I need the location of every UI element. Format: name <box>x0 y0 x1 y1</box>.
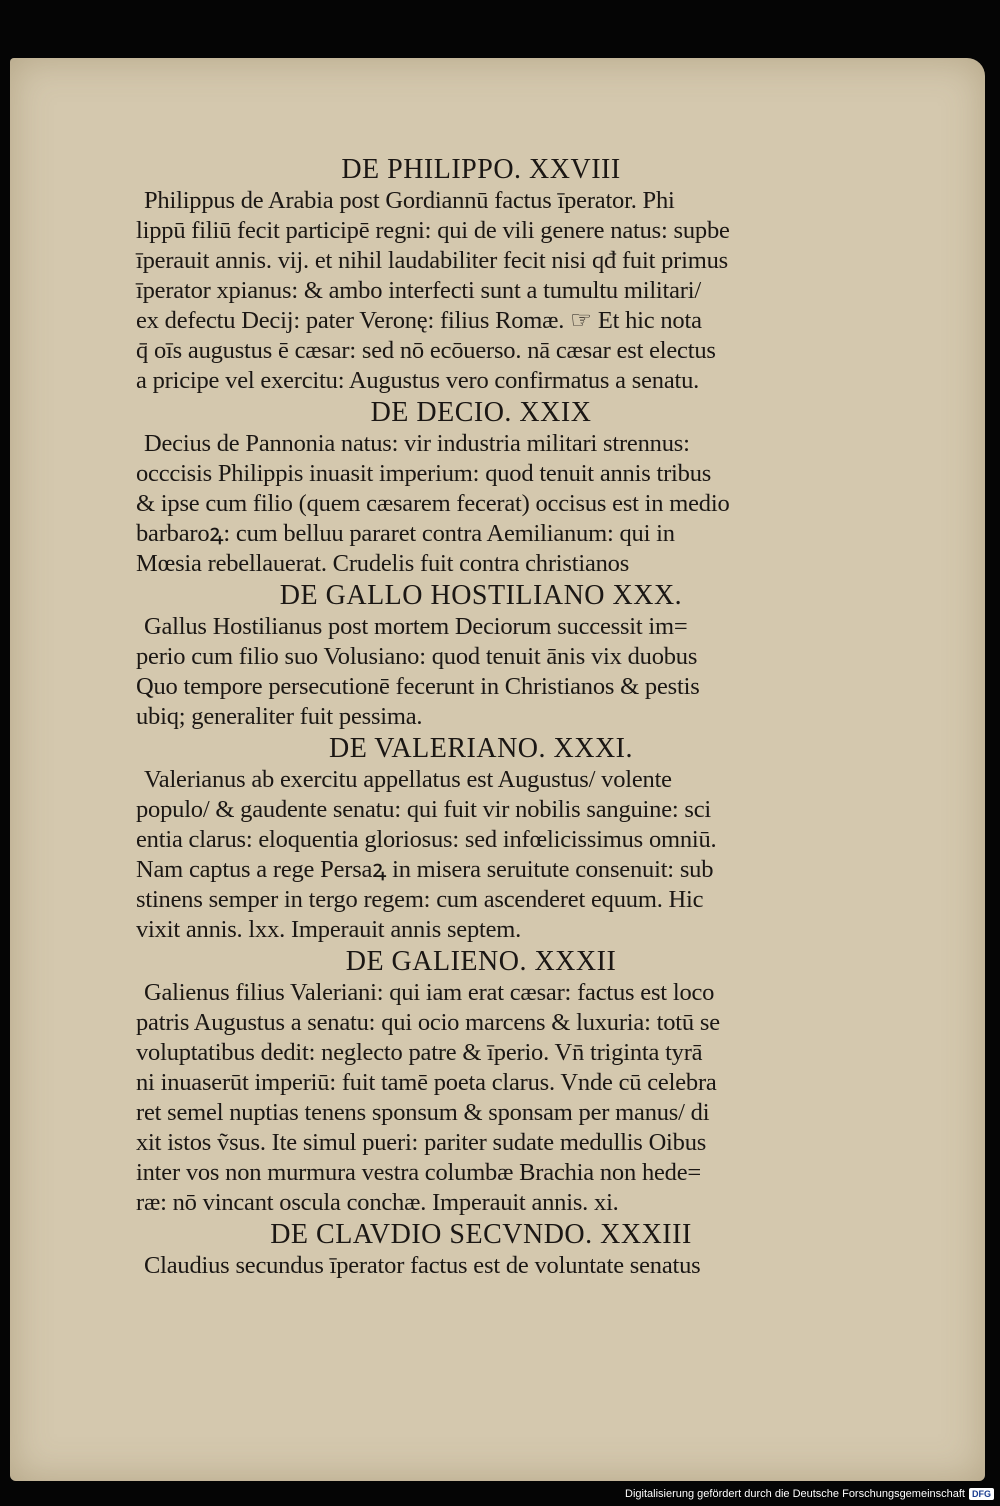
text-line: Valerianus ab exercitu appellatus est Augustus/ volente <box>144 766 672 793</box>
text-line: barbaroꝝ: cum belluu pararet contra Aemilianum: qui in <box>136 520 675 547</box>
text-line: stinens semper in tergo regem: cum ascenderet equum. Hic <box>136 886 704 913</box>
section-heading: DE GALLO HOSTILIANO XXX. <box>279 580 683 611</box>
text-line: entia clarus: eloquentia gloriosus: sed infœlicissimus omniū. <box>136 826 717 853</box>
text-line: q̄ oīs augustus ē cæsar: sed nō ecōuerso. nā cæsar est electus <box>136 337 716 364</box>
text-line: perio cum filio suo Volusiano: quod tenuit ānis vix duobus <box>136 643 698 670</box>
text-line: ubiq; generaliter fuit pessima. <box>136 703 423 730</box>
text-line: Galienus filius Valeriani: qui iam erat cæsar: factus est loco <box>144 979 715 1006</box>
text-line: lippū filiū fecit participē regni: qui de vili genere natus: supbe <box>136 217 730 244</box>
text-line: occcisis Philippis inuasit imperium: quod tenuit annis tribus <box>136 460 712 487</box>
footer <box>625 1484 994 1504</box>
text-line: vixit annis. lxx. Imperauit annis septem. <box>136 916 522 943</box>
dfg-logo: DFG <box>969 1488 994 1500</box>
text-line: ret semel nuptias tenens sponsum & sponsam per manus/ di <box>136 1099 710 1126</box>
section-heading: DE GALIENO. XXXII <box>345 946 617 977</box>
text-line: voluptatibus dedit: neglecto patre & īperio. Vn̄ triginta tyrā <box>136 1039 703 1066</box>
text-line: Gallus Hostilianus post mortem Deciorum successit im= <box>144 613 688 640</box>
section-heading: DE VALERIANO. XXXI. <box>328 733 633 764</box>
text-line: populo/ & gaudente senatu: qui fuit vir nobilis sanguine: sci <box>136 796 712 823</box>
text-line: xit istos ṽsus. Ite simul pueri: pariter sudate medullis Oibus <box>136 1129 707 1156</box>
section-heading: DE PHILIPPO. XXVIII <box>341 154 621 185</box>
text-line: Philippus de Arabia post Gordiannū factus īperator. Phi <box>144 187 675 214</box>
text-line: Mœsia rebellauerat. Crudelis fuit contra christianos <box>136 550 630 577</box>
footer-credit: Digitalisierung gefördert durch die Deutsche Forschungsgemeinschaft <box>625 1488 965 1500</box>
text-line: ex defectu Decij: pater Veronę: filius Romæ. ☞ Et hic nota <box>136 307 702 334</box>
section-heading: DE DECIO. XXIX <box>370 397 592 428</box>
book-page <box>10 58 985 1481</box>
text-line: Quo tempore persecutionē fecerunt in Christianos & pestis <box>136 673 700 700</box>
text-line: īperauit annis. vij. et nihil laudabiliter fecit nisi qđ fuit primus <box>136 247 728 274</box>
text-line: Decius de Pannonia natus: vir industria militari strennus: <box>144 430 690 457</box>
text-line: īperator xpianus: & ambo interfecti sunt a tumultu militari/ <box>136 277 701 304</box>
section-heading: DE CLAVDIO SECVNDO. XXXIII <box>270 1219 692 1250</box>
text-line: ni inuaserūt imperiū: fuit tamē poeta clarus. Vnde cū celebra <box>136 1069 717 1096</box>
text-line: inter vos non murmura vestra columbæ Brachia non hede= <box>136 1159 702 1186</box>
text-line: Nam captus a rege Persaꝝ in misera seruitute consenuit: sub <box>136 856 714 883</box>
text-line: patris Augustus a senatu: qui ocio marcens & luxuria: totū se <box>136 1009 720 1036</box>
text-line: & ipse cum filio (quem cæsarem fecerat) occisus est in medio <box>136 490 730 517</box>
page-text <box>136 153 826 1281</box>
text-line: a pricipe vel exercitu: Augustus vero confirmatus a senatu. <box>136 367 700 394</box>
text-line: ræ: nō vincant oscula conchæ. Imperauit annis. xi. <box>136 1189 619 1216</box>
text-line: Claudius secundus īperator factus est de voluntate senatus <box>144 1252 701 1279</box>
